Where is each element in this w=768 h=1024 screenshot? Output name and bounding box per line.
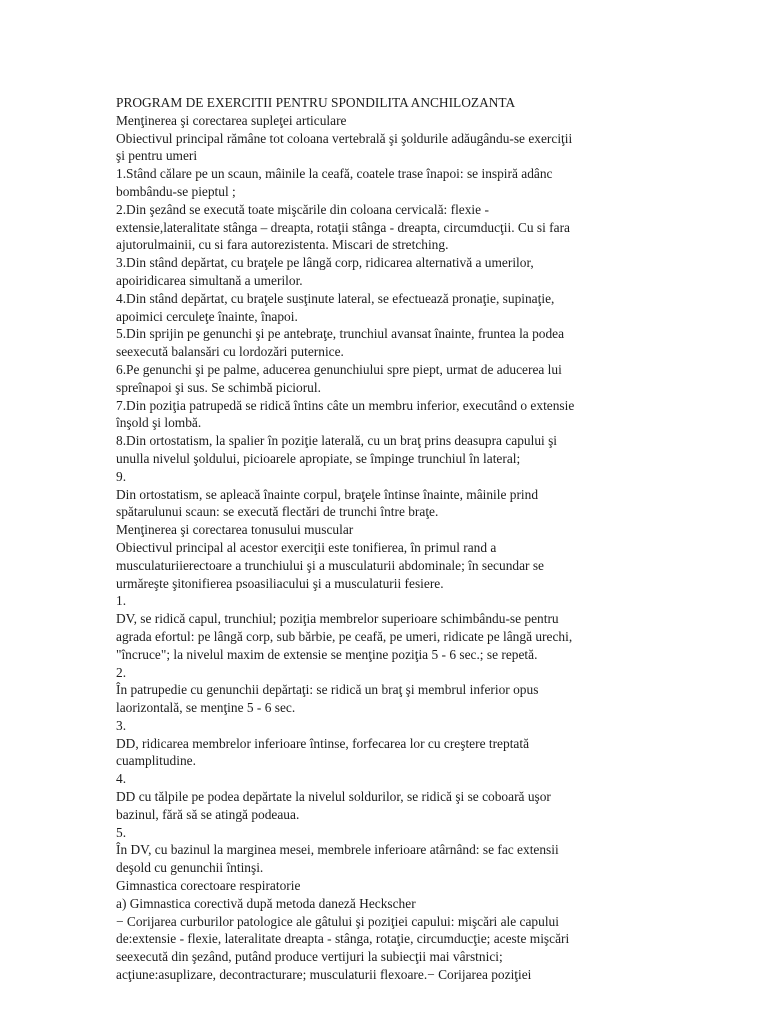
list-number: 2. bbox=[116, 664, 127, 680]
section-heading: Gimnastica corectoare respiratorie bbox=[116, 878, 301, 894]
section-heading: Menţinerea şi corectarea supleţei articulare bbox=[116, 112, 347, 128]
text-line: "încruce"; la nivelul maxim de extensie se menţine poziţia 5 - 6 sec.; se repetă. bbox=[116, 646, 538, 662]
text-line: deşold cu genunchii întinşi. bbox=[116, 860, 264, 876]
text-line: acţiune:asuplizare, decontracturare; musculaturii flexoare.− Corijarea poziţiei bbox=[116, 967, 532, 983]
text-line: înşold şi lombă. bbox=[116, 415, 202, 431]
text-line: 1.Stând călare pe un scaun, mâinile la ceafă, coatele trase înapoi: se inspiră adânc bbox=[116, 166, 553, 182]
list-number: 9. bbox=[116, 468, 127, 484]
text-line: cuamplitudine. bbox=[116, 753, 196, 769]
text-line: DD, ridicarea membrelor inferioare întinse, forfecarea lor cu creştere treptată bbox=[116, 735, 530, 751]
text-line: Obiectivul principal al acestor exerciţii este tonifierea, în primul rand a bbox=[116, 539, 497, 555]
text-line: − Corijarea curburilor patologice ale gâtului şi poziţiei capului: mişcări ale capului bbox=[116, 913, 559, 929]
text-line: urmăreşte şitonifierea psoasiliacului şi a musculaturii fesiere. bbox=[116, 575, 444, 591]
list-number: 4. bbox=[116, 771, 127, 787]
text-line: ajutorulmainii, cu si fara autorezistenta. Miscari de stretching. bbox=[116, 237, 449, 253]
text-line: 8.Din ortostatism, la spalier în poziţie laterală, cu un braţ prins deasupra capului şi bbox=[116, 433, 558, 449]
text-line: şi pentru umeri bbox=[116, 148, 198, 164]
text-line: Din ortostatism, se apleacă înainte corpul, braţele întinse înainte, mâinile prind bbox=[116, 486, 539, 502]
list-number: 1. bbox=[116, 593, 127, 609]
text-line: 7.Din poziţia patrupedă se ridică întins câte un membru inferior, executând o extensie bbox=[116, 397, 575, 413]
document-page bbox=[116, 94, 752, 984]
text-line: bombându-se pieptul ; bbox=[116, 183, 236, 199]
text-line: spreînapoi şi sus. Se schimbă piciorul. bbox=[116, 379, 321, 395]
text-line: 6.Pe genunchi şi pe palme, aducerea genunchiului spre piept, urmat de aducerea lui bbox=[116, 361, 562, 377]
text-line: seexecută din şezând, putând produce vertijuri la subiecţii mai vârstnici; bbox=[116, 949, 503, 965]
text-line: DV, se ridică capul, trunchiul; poziţia membrelor superioare schimbându-se pentru bbox=[116, 611, 559, 627]
list-number: 5. bbox=[116, 824, 127, 840]
list-number: 3. bbox=[116, 717, 127, 733]
text-line: laorizontală, se menţine 5 - 6 sec. bbox=[116, 700, 296, 716]
text-line: 5.Din sprijin pe genunchi şi pe antebraţe, trunchiul avansat înainte, fruntea la podea bbox=[116, 326, 565, 342]
text-line: musculaturiierectoare a trunchiului şi a musculaturii abdominale; în secundar se bbox=[116, 557, 544, 573]
text-line: seexecută balansări cu lordozări puternice. bbox=[116, 344, 344, 360]
subsection-heading: a) Gimnastica corectivă după metoda daneză Heckscher bbox=[116, 895, 416, 911]
text-line: extensie,lateralitate stânga – dreapta, rotaţii stânga - dreapta, circumducţii. Cu si fara bbox=[116, 219, 570, 235]
document-title: PROGRAM DE EXERCITII PENTRU SPONDILITA ANCHILOZANTA bbox=[116, 95, 516, 110]
text-line: apoiridicarea simultană a umerilor. bbox=[116, 272, 303, 288]
text-line: DD cu tălpile pe podea depărtate la nivelul soldurilor, se ridică şi se coboară uşor bbox=[116, 789, 551, 805]
text-line: 4.Din stând depărtat, cu braţele susţinute lateral, se efectuează pronaţie, supinaţie, bbox=[116, 290, 555, 306]
text-line: În DV, cu bazinul la marginea mesei, membrele inferioare atârnând: se fac extensii bbox=[116, 842, 559, 858]
text-line: În patrupedie cu genunchii depărtaţi: se ridică un braţ şi membrul inferior opus bbox=[116, 682, 539, 698]
text-line: agrada efortul: pe lângă corp, sub bărbie, pe ceafă, pe umeri, ridicate pe lângă urechi, bbox=[116, 628, 573, 644]
text-line: 2.Din şezând se execută toate mişcările din coloana cervicală: flexie - bbox=[116, 201, 489, 217]
text-line: Obiectivul principal rămâne tot coloana vertebrală şi şoldurile adăugându-se exerciţii bbox=[116, 130, 573, 146]
section-heading: Menţinerea şi corectarea tonusului muscular bbox=[116, 522, 354, 538]
text-line: de:extensie - flexie, lateralitate dreapta - stânga, rotaţie, circumducţie; aceste mişcări bbox=[116, 931, 570, 947]
text-line: bazinul, fără să se atingă podeaua. bbox=[116, 806, 300, 822]
text-line: unulla nivelul şoldului, picioarele apropiate, se împinge trunchiul în lateral; bbox=[116, 450, 521, 466]
text-line: apoimici cerculeţe înainte, înapoi. bbox=[116, 308, 298, 324]
text-line: spătarulunui scaun: se execută flectări de trunchi între braţe. bbox=[116, 504, 439, 520]
text-line: 3.Din stând depărtat, cu braţele pe lângă corp, ridicarea alternativă a umerilor, bbox=[116, 255, 534, 271]
